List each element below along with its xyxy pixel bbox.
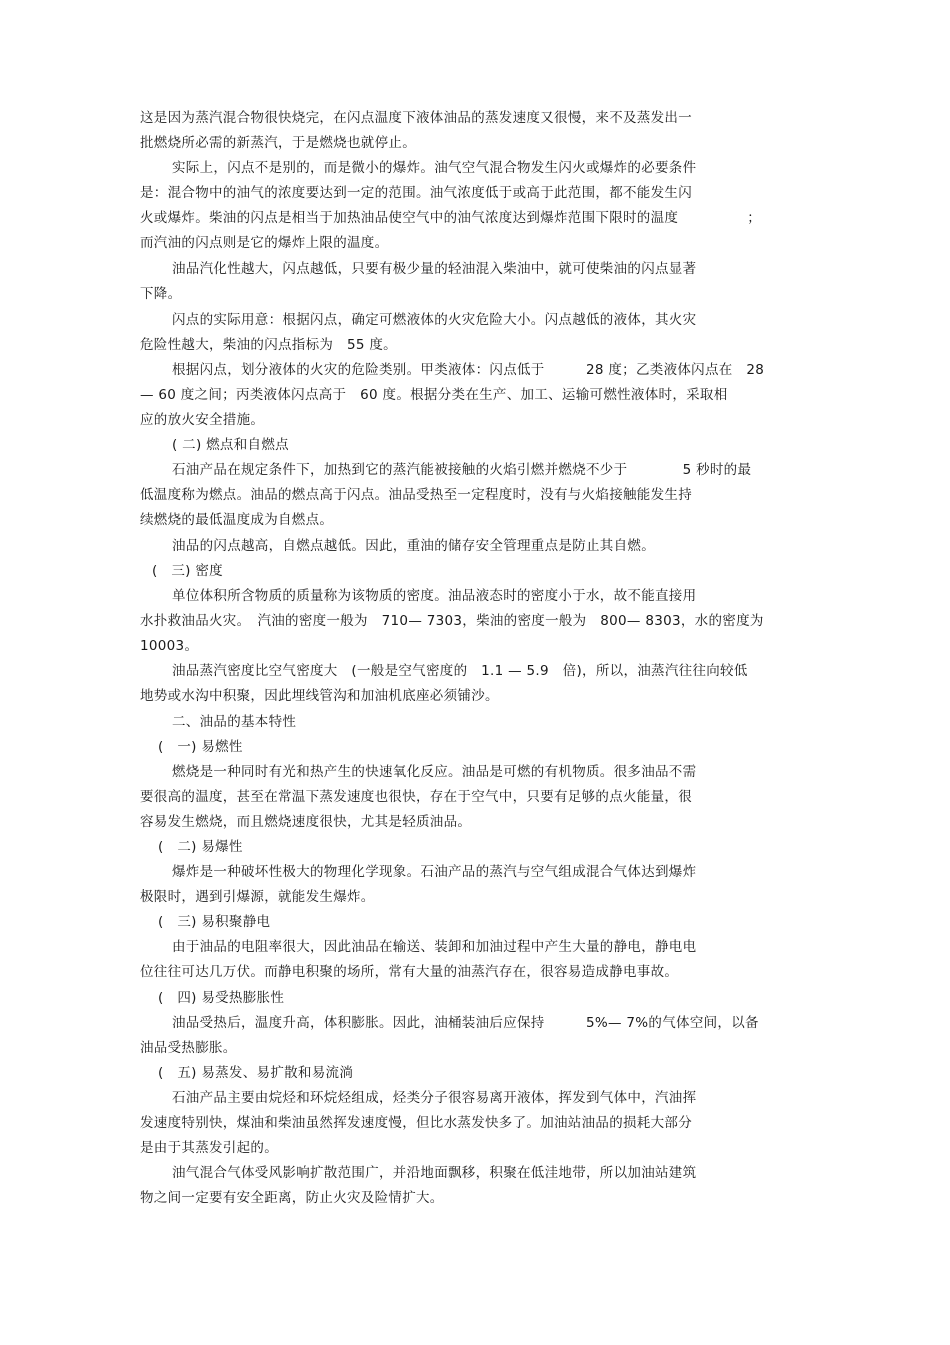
text-line: 发速度特别快，煤油和柴油虽然挥发速度慢，但比水蒸发快多了。加油站油品的损耗大部分 [140, 1115, 692, 1131]
text-line: 石油产品主要由烷烃和环烷烃组成，烃类分子很容易离开液体，挥发到气体中，汽油挥 [172, 1090, 697, 1106]
text-line: 危险性越大，柴油的闪点指标为 55 度。 [140, 337, 397, 353]
text-line: 位往往可达几万伏。而静电积聚的场所，常有大量的油蒸汽存在，很容易造成静电事故。 [140, 964, 679, 980]
text-line: 根据闪点，划分液体的火灾的危险类别。甲类液体：闪点低于 28 度；乙类液体闪点在 28 [172, 362, 765, 378]
text-line: 极限时，遇到引爆源，就能发生爆炸。 [140, 889, 375, 905]
text-line: ( 四) 易受热膨胀性 [158, 990, 285, 1006]
text-line: ( 二) 燃点和自燃点 [172, 437, 289, 453]
text-line: 由于油品的电阻率很大，因此油品在输送、装卸和加油过程中产生大量的静电，静电电 [172, 939, 697, 955]
text-line: 下降。 [140, 286, 182, 302]
text-line: 这是因为蒸汽混合物很快烧完，在闪点温度下液体油品的蒸发速度又很慢，来不及蒸发出一 [140, 110, 692, 126]
text-line: ( 五) 易蒸发、易扩散和易流淌 [158, 1065, 354, 1081]
text-line: 油品汽化性越大，闪点越低，只要有极少量的轻油混入柴油中，就可使柴油的闪点显著 [172, 261, 697, 277]
text-line: 实际上，闪点不是别的，而是微小的爆炸。油气空气混合物发生闪火或爆炸的必要条件 [172, 160, 697, 176]
text-line: 闪点的实际用意：根据闪点，确定可燃液体的火灾危险大小。闪点越低的液体，其火灾 [172, 312, 697, 328]
text-line: ( 一) 易燃性 [158, 739, 243, 755]
text-line: 是：混合物中的油气的浓度要达到一定的范围。油气浓度低于或高于此范围，都不能发生闪 [140, 185, 692, 201]
text-line: 要很高的温度，甚至在常温下蒸发速度也很快，存在于空气中，只要有足够的点火能量，很 [140, 789, 692, 805]
text-line: — 60 度之间；丙类液体闪点高于 60 度。根据分类在生产、加工、运输可燃性液体时，采取相 [140, 387, 728, 403]
text-line: ( 三) 易积聚静电 [158, 914, 271, 930]
text-line: 油气混合气体受风影响扩散范围广，并沿地面飘移，积聚在低洼地带，所以加油站建筑 [172, 1165, 697, 1181]
text-line: 燃烧是一种同时有光和热产生的快速氧化反应。油品是可燃的有机物质。很多油品不需 [172, 764, 697, 780]
text-line: 爆炸是一种破坏性极大的物理化学现象。石油产品的蒸汽与空气组成混合气体达到爆炸 [172, 864, 697, 880]
text-line: 油品蒸汽密度比空气密度大 (一般是空气密度的 1.1 — 5.9 倍)，所以，油蒸汽往往向较低 [172, 663, 748, 679]
text-line: 低温度称为燃点。油品的燃点高于闪点。油品受热至一定程度时，没有与火焰接触能发生持 [140, 487, 692, 503]
text-line: 应的放火安全措施。 [140, 412, 265, 428]
text-line: 火或爆炸。柴油的闪点是相当于加热油品使空气中的油气浓度达到爆炸范围下限时的温度 ； [140, 210, 761, 226]
text-line: 是由于其蒸发引起的。 [140, 1140, 278, 1156]
text-line: 批燃烧所必需的新蒸汽，于是燃烧也就停止。 [140, 135, 416, 151]
text-line: 水扑救油品火灾。 汽油的密度一般为 710— 7303，柴油的密度一般为 800— 8303，水的密度为 [140, 613, 764, 629]
text-line: 油品受热后，温度升高，体积膨胀。因此，油桶装油后应保持 5%— 7%的气体空间，以备 [172, 1015, 759, 1031]
text-line: 物之间一定要有安全距离，防止火灾及险情扩大。 [140, 1190, 444, 1206]
text-line: 石油产品在规定条件下，加热到它的蒸汽能被接触的火焰引燃并燃烧不少于 5 秒时的最 [172, 462, 752, 478]
text-line: 二、油品的基本特性 [172, 714, 297, 730]
text-line: 而汽油的闪点则是它的爆炸上限的温度。 [140, 235, 389, 251]
text-line: 续燃烧的最低温度成为自燃点。 [140, 512, 334, 528]
text-line: 10003。 [140, 638, 199, 654]
text-line: 油品的闪点越高，自燃点越低。因此，重油的储存安全管理重点是防止其自燃。 [172, 538, 655, 554]
text-line: ( 二) 易爆性 [158, 839, 243, 855]
text-line: 容易发生燃烧，而且燃烧速度很快，尤其是轻质油品。 [140, 814, 472, 830]
text-line: ( 三) 密度 [152, 563, 223, 579]
text-line: 油品受热膨胀。 [140, 1040, 237, 1056]
text-line: 单位体积所含物质的质量称为该物质的密度。油品液态时的密度小于水，故不能直接用 [172, 588, 697, 604]
text-line: 地势或水沟中积聚，因此埋线管沟和加油机底座必须铺沙。 [140, 688, 499, 704]
